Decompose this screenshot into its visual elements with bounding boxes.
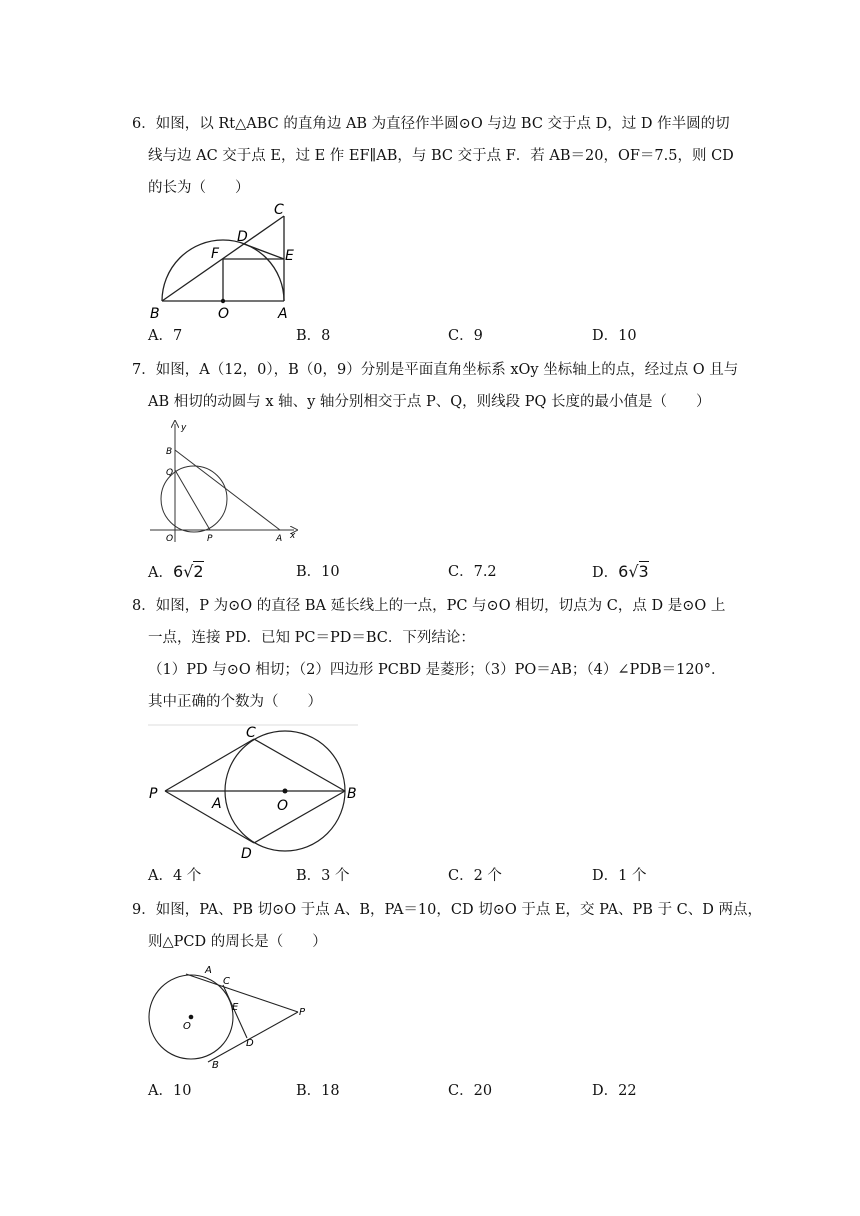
segment-pq xyxy=(175,470,210,530)
label-c: C xyxy=(246,725,256,741)
label-a: A xyxy=(205,965,212,976)
question-8-choices xyxy=(148,866,728,886)
question-9-figure xyxy=(146,960,316,1072)
label-a: A xyxy=(278,306,288,322)
label-p: P xyxy=(149,786,158,802)
choice-d[interactable] xyxy=(592,562,649,583)
choice-a[interactable]: A．10 xyxy=(148,1083,192,1099)
question-9-line-1: 9．如图，PA、PB 切⊙O 于点 A、B，PA＝10，CD 切⊙O 于点 E，交 PA、PB 于 C、D 两点， xyxy=(132,902,763,918)
segment-pd xyxy=(165,791,254,843)
label-e: E xyxy=(285,248,294,264)
choice-d-radical: 6√3 xyxy=(618,562,649,581)
label-q: Q xyxy=(166,468,174,478)
label-o: O xyxy=(277,798,289,814)
segment-de xyxy=(244,244,284,259)
choice-d[interactable]: D．1 个 xyxy=(592,868,647,884)
choice-b[interactable]: B．8 xyxy=(296,328,331,344)
question-6-line-3: 的长为（ ） xyxy=(148,180,250,196)
label-b: B xyxy=(347,786,357,802)
choice-a-radical: 6√2 xyxy=(172,562,204,581)
label-o: O xyxy=(166,534,174,544)
segment-pc xyxy=(165,739,254,791)
question-8-line-2: 一点，连接 PD．已知 PC＝PD＝BC．下列结论： xyxy=(148,630,475,646)
choice-c[interactable]: C．7.2 xyxy=(448,564,497,580)
label-o: O xyxy=(183,1021,191,1032)
choice-a[interactable]: A．7 xyxy=(148,328,183,344)
label-x: x xyxy=(290,531,296,541)
question-6-choices xyxy=(148,326,728,346)
label-b: B xyxy=(212,1060,219,1071)
label-p: P xyxy=(207,534,213,544)
label-a: A xyxy=(212,796,222,812)
question-8-line-3: （1）PD 与⊙O 相切；（2）四边形 PCBD 是菱形；（3）PO＝AB；（4）∠PDB＝120°． xyxy=(148,662,726,678)
choice-b[interactable]: B．10 xyxy=(296,564,340,580)
radical-sign-icon: √ xyxy=(183,562,194,581)
label-c: C xyxy=(274,202,284,218)
choice-d[interactable]: D．10 xyxy=(592,328,637,344)
question-6-line-2: 线与边 AC 交于点 E，过 E 作 EF∥AB，与 BC 交于点 F．若 AB＝20，OF＝7.5，则 CD xyxy=(148,148,734,164)
center-point xyxy=(189,1015,194,1020)
choice-a-letter: A． xyxy=(148,565,173,581)
question-8-line-1: 8．如图，P 为⊙O 的直径 BA 延长线上的一点，PC 与⊙O 相切，切点为 C，点 D 是⊙O 上 xyxy=(132,598,726,614)
choice-d[interactable]: D．22 xyxy=(592,1083,637,1099)
label-o: O xyxy=(218,306,230,322)
label-d: D xyxy=(241,846,252,862)
choice-b[interactable]: B．3 个 xyxy=(296,868,350,884)
label-p: P xyxy=(299,1007,306,1018)
choice-a[interactable]: A．4 个 xyxy=(148,868,202,884)
question-8-figure xyxy=(146,722,366,862)
label-y: y xyxy=(181,423,187,433)
center-point xyxy=(283,789,288,794)
choice-a[interactable] xyxy=(148,562,204,583)
question-6-line-1: 6．如图，以 Rt△ABC 的直角边 AB 为直径作半圆⊙O 与边 BC 交于点 D，过 D 作半圆的切 xyxy=(132,116,730,132)
label-f: F xyxy=(211,246,220,262)
tangent-pa xyxy=(186,974,298,1012)
label-b: B xyxy=(150,306,160,322)
question-7-choices xyxy=(148,562,728,582)
question-7-figure xyxy=(146,420,306,546)
question-7-line-1: 7．如图，A（12，0），B（0，9）分别是平面直角坐标系 xOy 坐标轴上的点，经过点 O 且与 xyxy=(132,362,739,378)
label-e: E xyxy=(232,1002,239,1013)
segment-ab xyxy=(175,450,280,530)
center-point xyxy=(221,299,225,303)
question-6-figure xyxy=(144,200,304,322)
question-8-line-4: 其中正确的个数为（ ） xyxy=(148,694,322,710)
question-9-choices xyxy=(148,1081,728,1101)
choice-c[interactable]: C．9 xyxy=(448,328,483,344)
label-d: D xyxy=(237,229,248,245)
segment-cb xyxy=(254,739,345,791)
choice-d-letter: D． xyxy=(592,565,619,581)
segment-db xyxy=(254,791,345,843)
label-b: B xyxy=(166,447,173,457)
label-d: D xyxy=(246,1038,254,1049)
label-a: A xyxy=(276,534,283,544)
question-7-line-2: AB 相切的动圆与 x 轴、y 轴分别相交于点 P、Q，则线段 PQ 长度的最小值是（ ） xyxy=(148,394,711,410)
choice-b[interactable]: B．18 xyxy=(296,1083,340,1099)
tangent-pb xyxy=(208,1012,298,1062)
question-9-line-2: 则△PCD 的周长是（ ） xyxy=(148,934,327,950)
label-c: C xyxy=(223,976,230,987)
choice-c[interactable]: C．2 个 xyxy=(448,868,502,884)
radical-sign-icon: √ xyxy=(628,562,639,581)
choice-c[interactable]: C．20 xyxy=(448,1083,493,1099)
